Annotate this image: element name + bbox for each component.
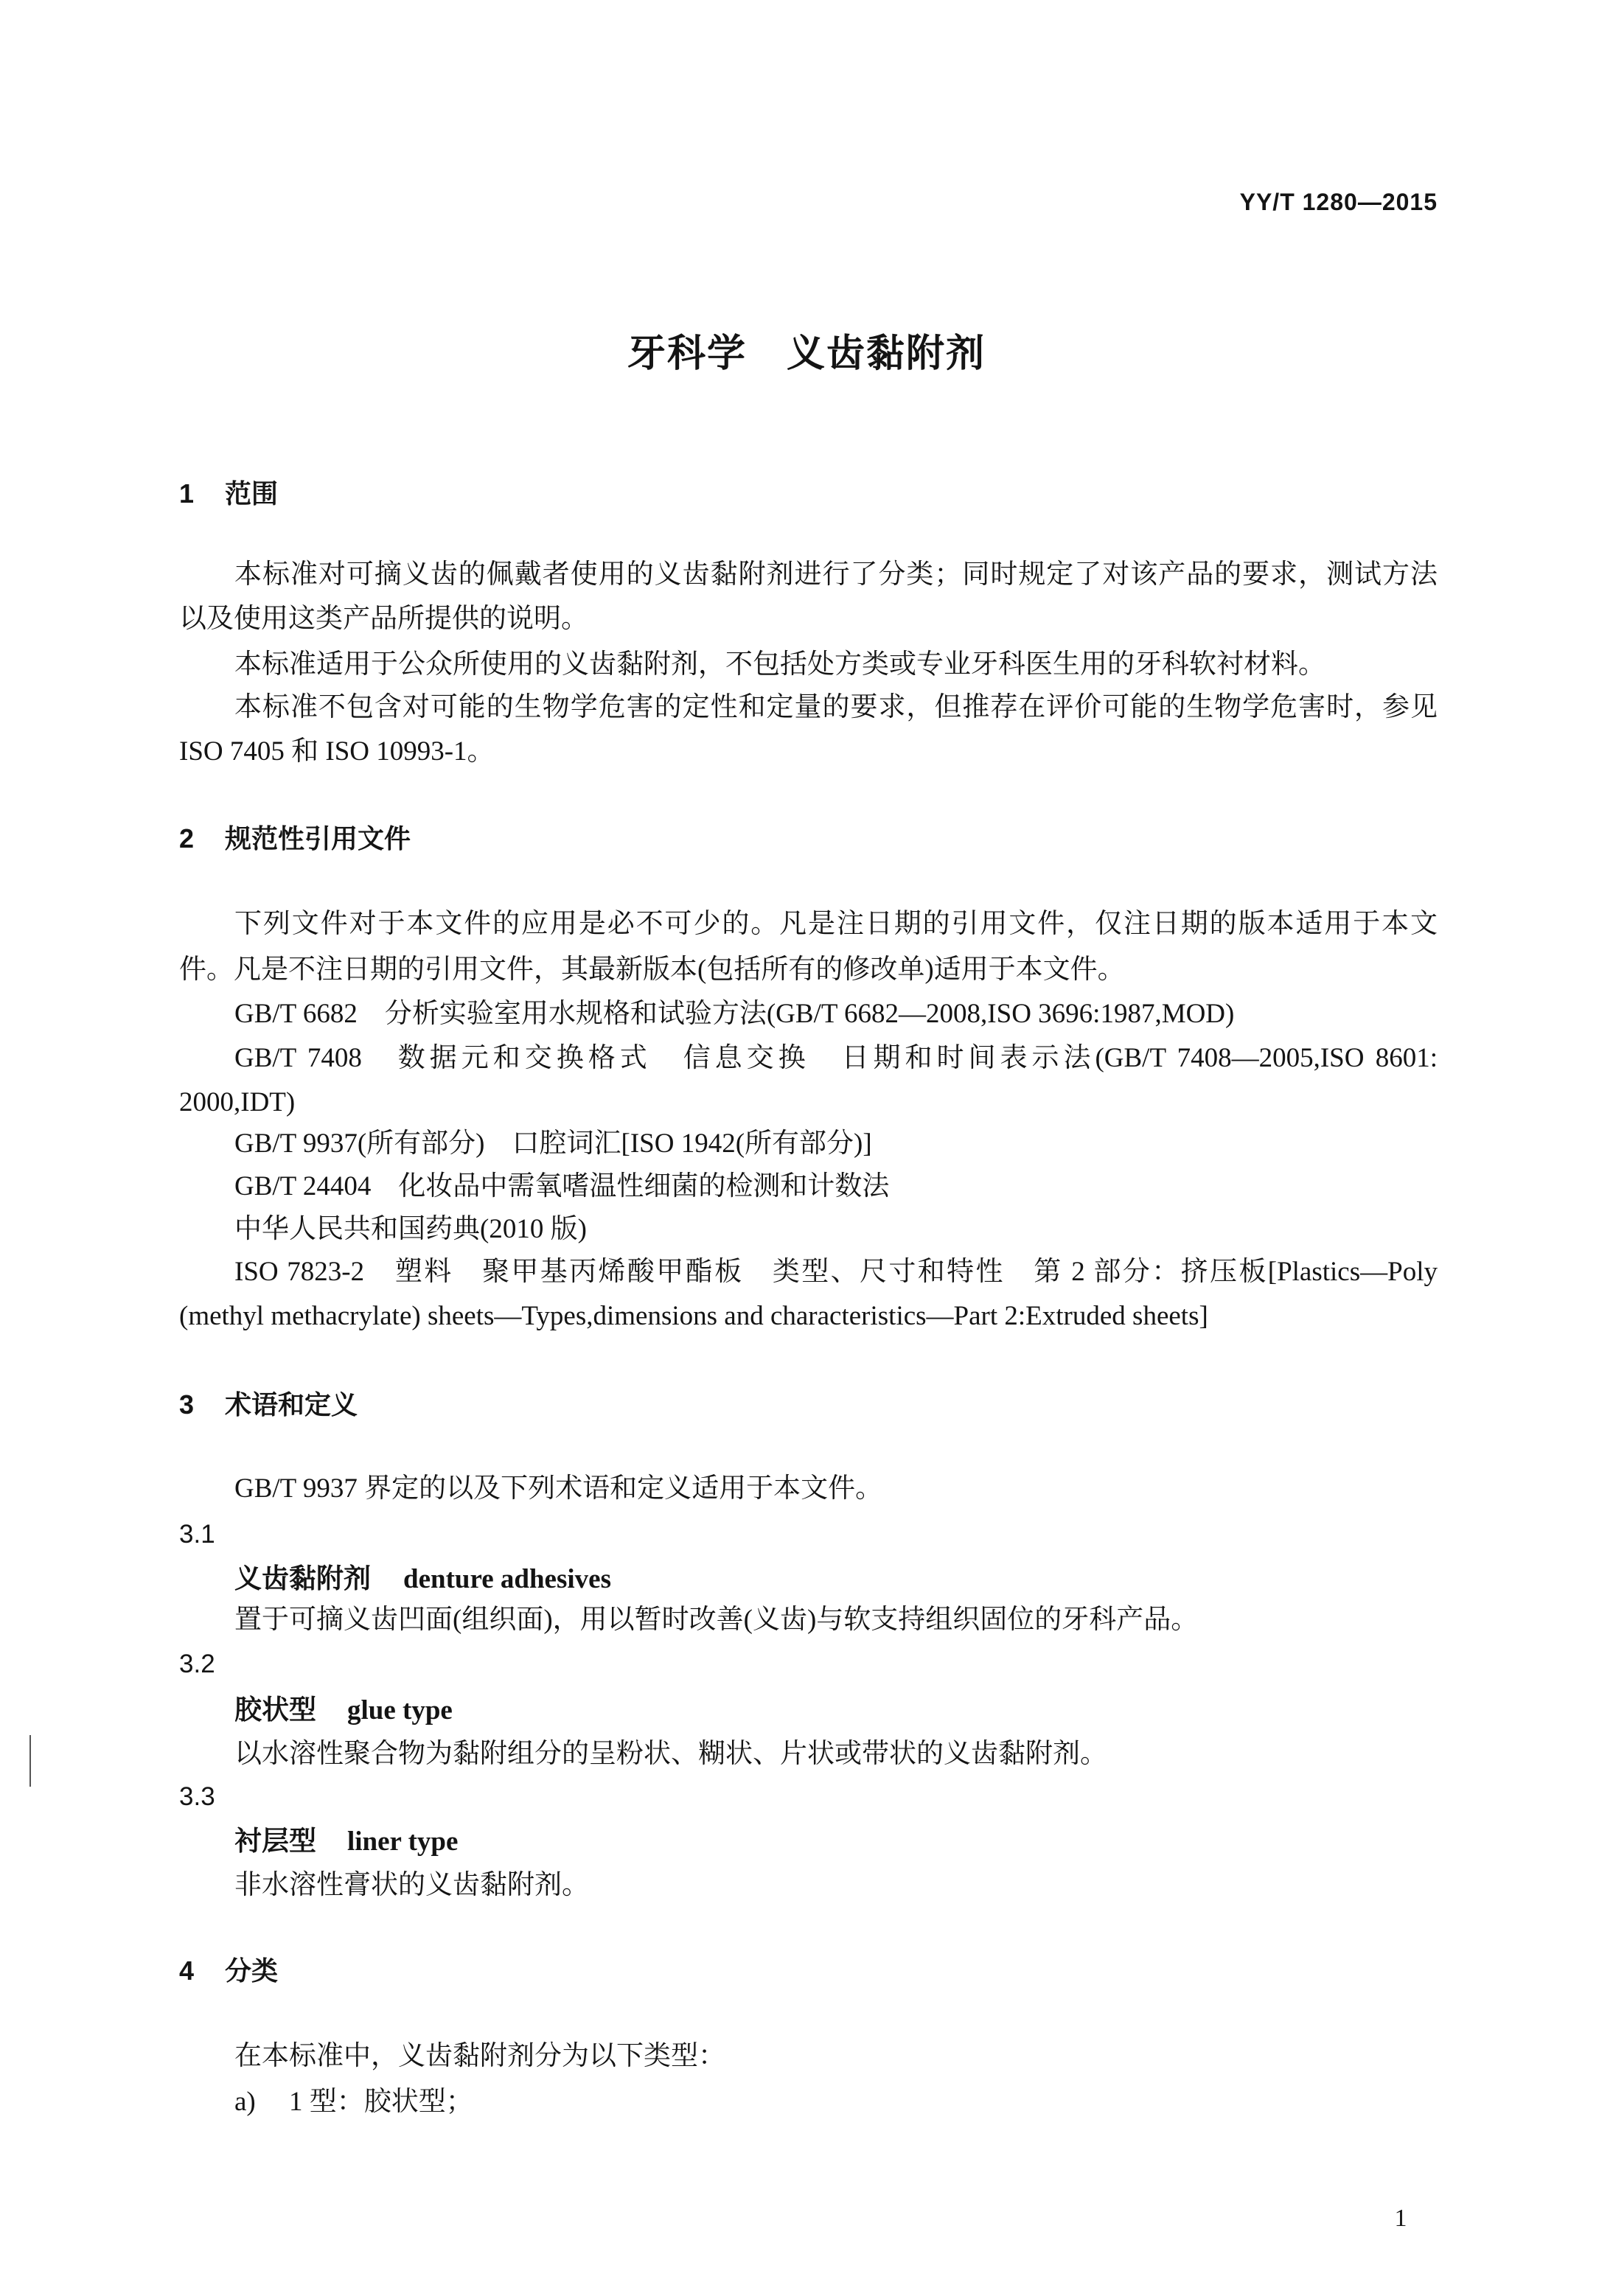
section-4-heading: [179, 1953, 1438, 1989]
reference-entry: 中华人民共和国药典(2010 版): [234, 1214, 587, 1244]
list-item-text: 1 型：胶状型；: [289, 2087, 473, 2117]
standard-number: YY/T 1280—2015: [1239, 189, 1438, 215]
term-entry: [234, 1692, 1438, 1728]
term-definition: 非水溶性膏状的义齿黏附剂。: [234, 1870, 589, 1900]
section-1-heading: [179, 476, 1438, 512]
paragraph-line: 件。凡是不注日期的引用文件，其最新版本(包括所有的修改单)适用于本文件。: [179, 955, 1125, 985]
term-entry: [234, 1824, 1438, 1860]
term-number: 3.3: [179, 1782, 215, 1811]
paragraph-line: 本标准不包含对可能的生物学危害的定性和定量的要求，但推荐在评价可能的生物学危害时，参见: [234, 692, 1438, 722]
term-definition: 以水溶性聚合物为黏附组分的呈粉状、糊状、片状或带状的义齿黏附剂。: [234, 1739, 1107, 1769]
term-chinese: 胶状型: [234, 1695, 316, 1725]
list-item-label: a): [234, 2087, 256, 2117]
reference-entry: ISO 7823-2 塑料 聚甲基丙烯酸甲酯板 类型、尺寸和特性 第 2 部分：挤压板[Plastics—Poly: [234, 1257, 1438, 1287]
section-intro: 在本标准中，义齿黏附剂分为以下类型：: [234, 2041, 725, 2071]
paragraph-line: ISO 7405 和 ISO 10993-1。: [179, 736, 495, 767]
section-2-heading: [179, 821, 1438, 856]
section-number: 3: [179, 1389, 195, 1420]
term-chinese: 义齿黏附剂: [234, 1563, 371, 1594]
scan-artifact-line: [29, 1735, 31, 1787]
term-definition: 置于可摘义齿凹面(组织面)，用以暂时改善(义齿)与软支持组织固位的牙科产品。: [234, 1605, 1199, 1635]
reference-entry-continued: (methyl methacrylate) sheets—Types,dimensions and characteristics—Part 2:Extruded sheets]: [179, 1301, 1208, 1331]
reference-entry: GB/T 6682 分析实验室用水规格和试验方法(GB/T 6682—2008,ISO 3696:1987,MOD): [234, 999, 1235, 1029]
section-title: 术语和定义: [225, 1389, 358, 1420]
section-title: 规范性引用文件: [225, 823, 411, 854]
reference-entry: GB/T 7408 数据元和交换格式 信息交换 日期和时间表示法(GB/T 7408—2005,ISO 8601:: [234, 1043, 1438, 1073]
paragraph-line: 以及使用这类产品所提供的说明。: [179, 604, 588, 634]
section-number: 4: [179, 1955, 195, 1986]
section-number: 2: [179, 823, 195, 854]
reference-entry: GB/T 24404 化妆品中需氧嗜温性细菌的检测和计数法: [234, 1171, 890, 1201]
reference-entry-continued: 2000,IDT): [179, 1087, 296, 1117]
list-item: [234, 2084, 1438, 2120]
section-number: 1: [179, 478, 195, 509]
paragraph-line: 本标准适用于公众所使用的义齿黏附剂，不包括处方类或专业牙科医生用的牙科软衬材料。: [234, 649, 1325, 680]
page-number: 1: [1394, 2205, 1407, 2232]
term-english: liner type: [347, 1826, 459, 1857]
term-number: 3.1: [179, 1520, 215, 1549]
term-entry: [234, 1561, 1438, 1597]
section-3-heading: [179, 1387, 1438, 1423]
document-title: 牙科学 义齿黏附剂: [627, 332, 986, 375]
paragraph-line: 下列文件对于本文件的应用是必不可少的。凡是注日期的引用文件，仅注日期的版本适用于本文: [234, 909, 1438, 939]
term-english: glue type: [347, 1695, 453, 1726]
paragraph-line: 本标准对可摘义齿的佩戴者使用的义齿黏附剂进行了分类；同时规定了对该产品的要求，测试方法: [234, 559, 1438, 590]
reference-entry: GB/T 9937(所有部分) 口腔词汇[ISO 1942(所有部分)]: [234, 1128, 872, 1159]
term-chinese: 衬层型: [234, 1826, 316, 1856]
section-title: 分类: [225, 1955, 279, 1986]
section-title: 范围: [225, 478, 279, 509]
term-english: denture adhesives: [403, 1564, 611, 1594]
term-number: 3.2: [179, 1650, 215, 1678]
section-intro: GB/T 9937 界定的以及下列术语和定义适用于本文件。: [234, 1473, 883, 1504]
